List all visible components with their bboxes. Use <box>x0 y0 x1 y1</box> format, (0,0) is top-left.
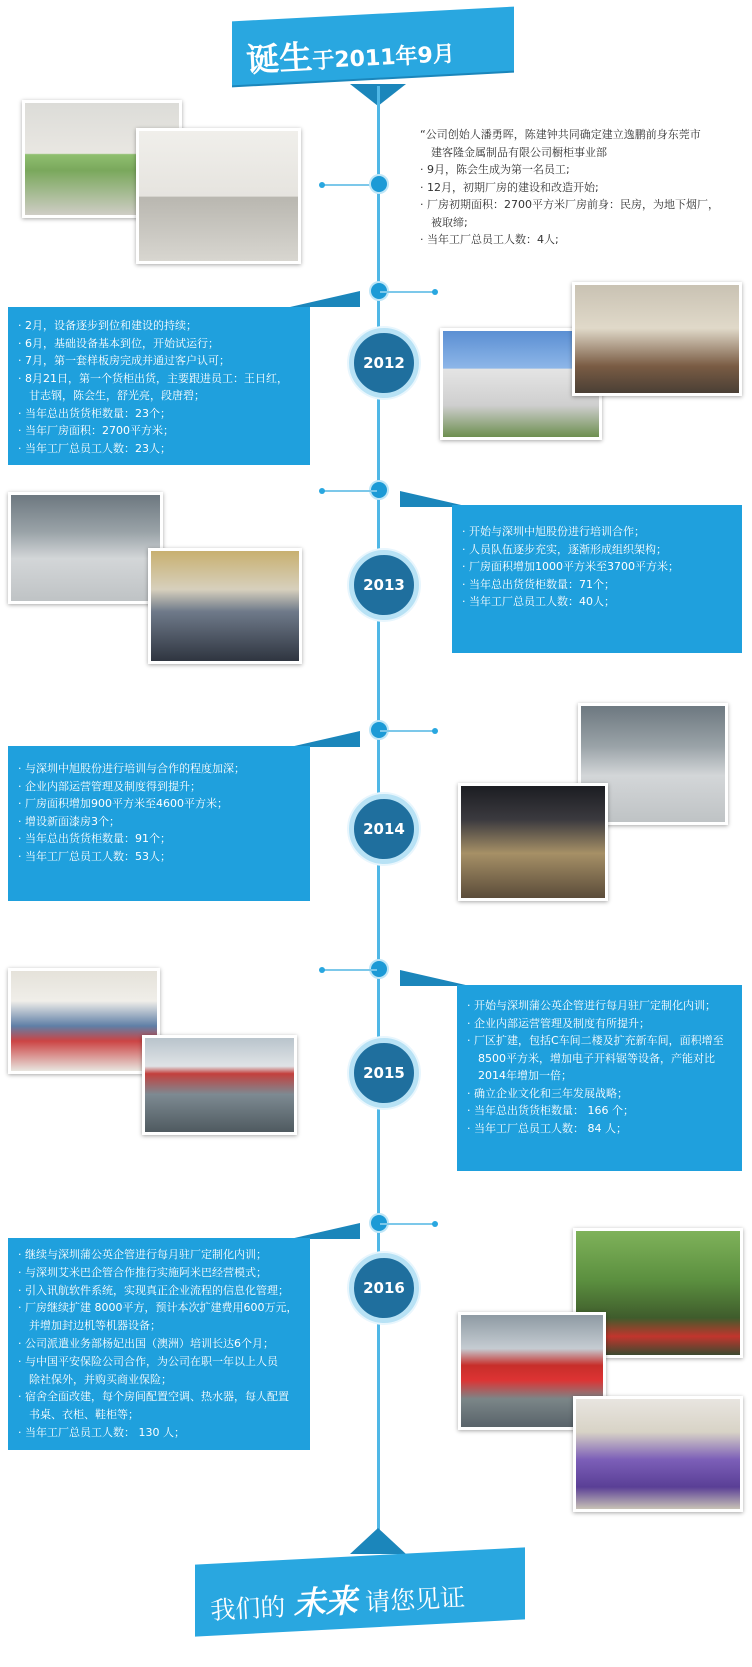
footer-part2: 未来 <box>292 1581 359 1623</box>
footer-pointer <box>350 1528 406 1554</box>
panel-line: · 当年工厂总员工人数： 84 人； <box>467 1121 627 1135</box>
panel-line: · 当年工厂总员工人数：53人； <box>18 849 171 863</box>
panel-2016 <box>8 1238 310 1450</box>
connector-end <box>432 1221 438 1227</box>
panel-line: · 厂房面积增加900平方米至4600平方米； <box>18 797 228 810</box>
photo-outing-2015 <box>142 1035 297 1135</box>
photo-factory-2011-b <box>136 128 301 264</box>
connector <box>380 730 435 732</box>
connector <box>322 969 377 971</box>
panel-line: 8500平方米，增加电子开料锯等设备，产能对比 <box>478 1051 715 1065</box>
panel-line: · 宿舍全面改建，每个房间配置空调、热水器，每人配置 <box>18 1390 289 1404</box>
panel-line: · 7月，第一套样板房完成并通过客户认可； <box>18 354 230 367</box>
photo-founders-2012 <box>572 282 742 396</box>
timeline-dot <box>369 174 389 194</box>
panel-line: · 当年厂房面积：2700平方米； <box>18 424 174 437</box>
intro-line: 被取缔; <box>431 215 468 229</box>
panel-line: · 确立企业文化和三年发展战略； <box>467 1086 628 1100</box>
panel-line: · 厂房继续扩建 8000平方，预计本次扩建费用600万元， <box>18 1301 298 1315</box>
year-badge-2016: 2016 <box>349 1253 419 1323</box>
connector <box>380 1223 435 1225</box>
panel-line: · 企业内部运营管理及制度得到提升； <box>18 779 201 793</box>
connector-end <box>432 728 438 734</box>
panel-line: · 当年工厂总员工人数：40人； <box>462 595 615 608</box>
panel-tab <box>400 970 470 986</box>
panel-tab <box>290 1223 360 1239</box>
panel-line: · 企业内部运营管理及制度有所提升； <box>467 1016 650 1030</box>
panel-line: 2014年增加一倍； <box>478 1069 572 1082</box>
panel-line: · 当年工厂总员工人数：23人； <box>18 441 171 455</box>
panel-line: · 继续与深圳蒲公英企管进行每月驻厂定制化内训； <box>18 1248 267 1261</box>
connector-end <box>319 967 325 973</box>
panel-line: · 8月21日，第一个货柜出货，主要跟进员工：王日红， <box>18 371 288 385</box>
photo-warehouse-2013 <box>8 492 163 604</box>
panel-line: · 与深圳艾米巴企管合作推行实施阿米巴经营模式； <box>18 1265 267 1279</box>
panel-2012 <box>8 307 310 465</box>
connector <box>380 291 435 293</box>
connector <box>322 490 377 492</box>
photo-training-2013 <box>148 548 302 664</box>
panel-line: · 引入讯航软件系统，实现真正企业流程的信息化管理； <box>18 1283 289 1297</box>
title-part2: 于2011年9月 <box>311 41 456 75</box>
footer-part1: 我们的 <box>209 1592 287 1626</box>
panel-line: · 人员队伍逐步充实，逐渐形成组织架构； <box>462 542 667 556</box>
year-badge-2012: 2012 <box>349 328 419 398</box>
year-badge-2014: 2014 <box>349 794 419 864</box>
panel-line: · 当年总出货货柜数量：71个； <box>462 577 615 591</box>
panel-line: · 当年总出货货柜数量： 166 个； <box>467 1104 634 1117</box>
panel-line: · 当年工厂总员工人数： 130 人； <box>18 1425 185 1439</box>
panel-line: · 2月，设备逐步到位和建设的持续； <box>18 319 197 332</box>
panel-2014 <box>8 746 310 901</box>
connector-end <box>319 182 325 188</box>
connector-end <box>319 488 325 494</box>
panel-line: 除社保外，并购买商业保险； <box>29 1372 172 1386</box>
title-part1: 诞生 <box>245 37 314 80</box>
year-badge-2013: 2013 <box>349 550 419 620</box>
panel-line: · 厂房面积增加1000平方米至3700平方米； <box>462 560 679 573</box>
intro-line: 建客隆金属制品有限公司橱柜事业部 <box>431 145 607 159</box>
panel-line: 并增加封边机等机器设备； <box>29 1319 161 1333</box>
intro-text <box>420 126 740 249</box>
footer-part3: 请您见证 <box>364 1582 466 1617</box>
panel-tab <box>290 731 360 747</box>
panel-line: · 开始与深圳蒲公英企管进行每月驻厂定制化内训； <box>467 999 716 1012</box>
intro-line: “公司创始人潘勇晖，陈建钟共同确定建立逸鹏前身东莞市 <box>420 128 701 141</box>
intro-line: · 厂房初期面积：2700平方米厂房前身：民房，为地下烟厂， <box>420 198 719 211</box>
photo-team-2016 <box>573 1396 743 1512</box>
panel-line: · 与中国平安保险公司合作，为公司在职一年以上人员 <box>18 1354 278 1368</box>
intro-line: · 9月，陈会生成为第一名员工; <box>420 163 570 176</box>
panel-line: · 开始与深圳中旭股份进行培训合作； <box>462 525 645 538</box>
panel-line: · 与深圳中旭股份进行培训与合作的程度加深； <box>18 762 245 775</box>
panel-2013 <box>452 505 742 653</box>
panel-line: · 厂区扩建，包括C车间二楼及扩充新车间，面积增至 <box>467 1034 724 1047</box>
panel-line: 甘志钢，陈会生，舒光亮，段唐碧； <box>29 389 205 402</box>
panel-line: · 公司派遣业务部杨妃出国（澳洲）培训长达6个月； <box>18 1336 274 1350</box>
year-badge-2015: 2015 <box>349 1038 419 1108</box>
panel-line: · 6月，基础设备基本到位，开始试运行； <box>18 336 219 350</box>
panel-line: · 当年总出货货柜数量：23个； <box>18 406 171 420</box>
intro-line: · 12月，初期厂房的建设和改造开始; <box>420 180 599 194</box>
panel-line: · 当年总出货货柜数量：91个； <box>18 832 171 845</box>
photo-classroom-2015 <box>8 968 160 1074</box>
connector-end <box>432 289 438 295</box>
panel-tab <box>290 291 360 307</box>
panel-line: 书桌、衣柜、鞋柜等； <box>29 1408 139 1422</box>
panel-line: · 增设新面漆房3个； <box>18 814 120 828</box>
intro-line: · 当年工厂总员工人数：4人; <box>420 233 559 246</box>
panel-2015 <box>457 985 742 1171</box>
photo-model-2014 <box>458 783 608 901</box>
